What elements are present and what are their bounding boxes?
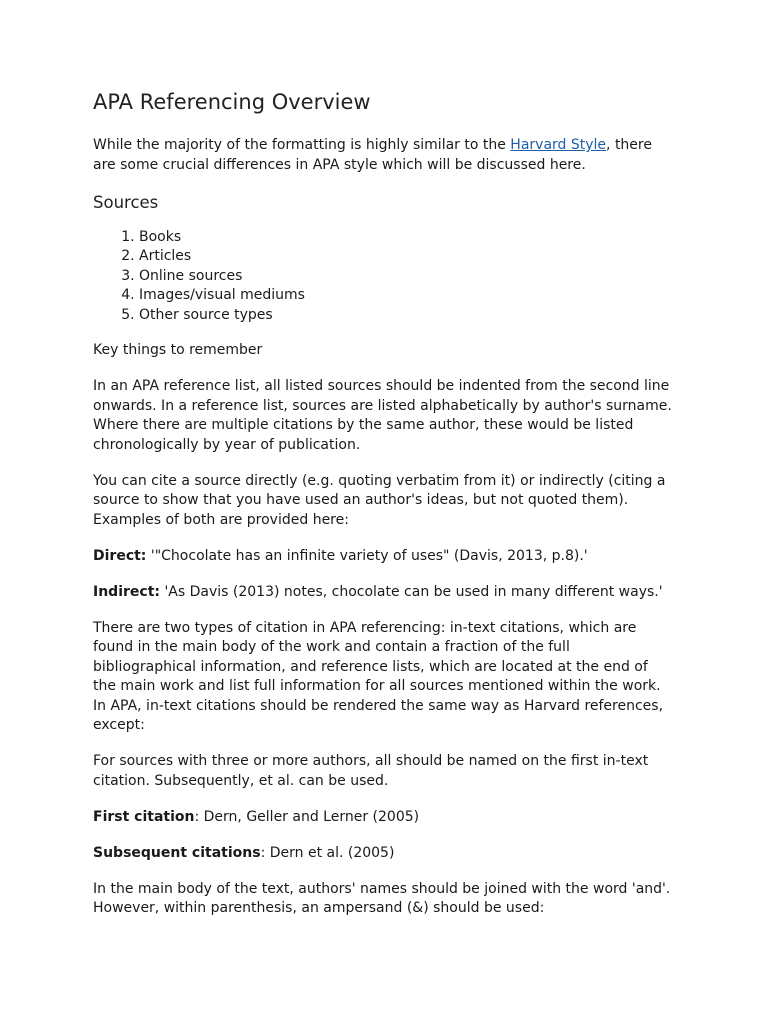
first-citation-example bbox=[93, 808, 672, 828]
subsequent-citations-text: : Dern et al. (2005) bbox=[260, 844, 395, 861]
cite-paragraph: You can cite a source directly (e.g. quoting verbatim from it) or indirectly (citing a source to show that you have used an author's ideas, but not quoted them). Examples of both are provided here: bbox=[93, 472, 666, 528]
first-citation-text: : Dern, Geller and Lerner (2005) bbox=[194, 808, 420, 825]
intro-paragraph bbox=[93, 136, 672, 175]
indirect-text: 'As Davis (2013) notes, chocolate can be used in many different ways.' bbox=[160, 583, 663, 600]
key-things-heading: Key things to remember bbox=[93, 342, 263, 358]
reference-list-paragraph: In an APA reference list, all listed sources should be indented from the second line onwards. In a reference list, sources are listed alphabetically by author's surname. Where there are multiple citations by the same author, these would be listed chronologically by year of publication. bbox=[93, 378, 672, 453]
citation-types-paragraph: There are two types of citation in APA referencing: in-text citations, which are found in the main body of the work and contain a fraction of the full bibliographical information, and reference lists, which are located at the end of the main work and list full information for all sources mentioned within the work. In APA, in-text citations should be rendered the same way as Harvard references, except: bbox=[93, 619, 664, 733]
ampersand-paragraph: In the main body of the text, authors' names should be joined with the word 'and'. However, within parenthesis, an ampersand (&) should be used: bbox=[93, 880, 671, 916]
direct-example bbox=[93, 547, 672, 567]
list-item: 2. Articles bbox=[139, 247, 672, 267]
subsequent-citations-label: Subsequent citations bbox=[93, 844, 261, 861]
subsequent-citations-example bbox=[93, 844, 672, 864]
sources-heading: Sources bbox=[93, 192, 159, 212]
direct-text: '"Chocolate has an infinite variety of uses" (Davis, 2013, p.8).' bbox=[146, 547, 588, 564]
indirect-label: Indirect: bbox=[93, 583, 160, 600]
sources-list bbox=[93, 228, 672, 326]
intro-text-before: While the majority of the formatting is highly similar to the bbox=[93, 137, 511, 153]
list-item: 5. Other source types bbox=[139, 306, 672, 326]
page-title: APA Referencing Overview bbox=[93, 90, 371, 114]
harvard-style-link[interactable]: Harvard Style bbox=[510, 137, 607, 153]
indirect-example bbox=[93, 583, 672, 603]
intro-text-after: , there are some crucial differences in APA style which will be discussed here. bbox=[93, 137, 652, 173]
list-item: 1. Books bbox=[139, 228, 672, 248]
list-item: 4. Images/visual mediums bbox=[139, 286, 672, 306]
direct-label: Direct: bbox=[93, 547, 147, 564]
list-item: 3. Online sources bbox=[139, 267, 672, 287]
first-citation-label: First citation bbox=[93, 808, 195, 825]
three-authors-paragraph: For sources with three or more authors, all should be named on the first in-text citation. Subsequently, et al. can be used. bbox=[93, 753, 649, 789]
